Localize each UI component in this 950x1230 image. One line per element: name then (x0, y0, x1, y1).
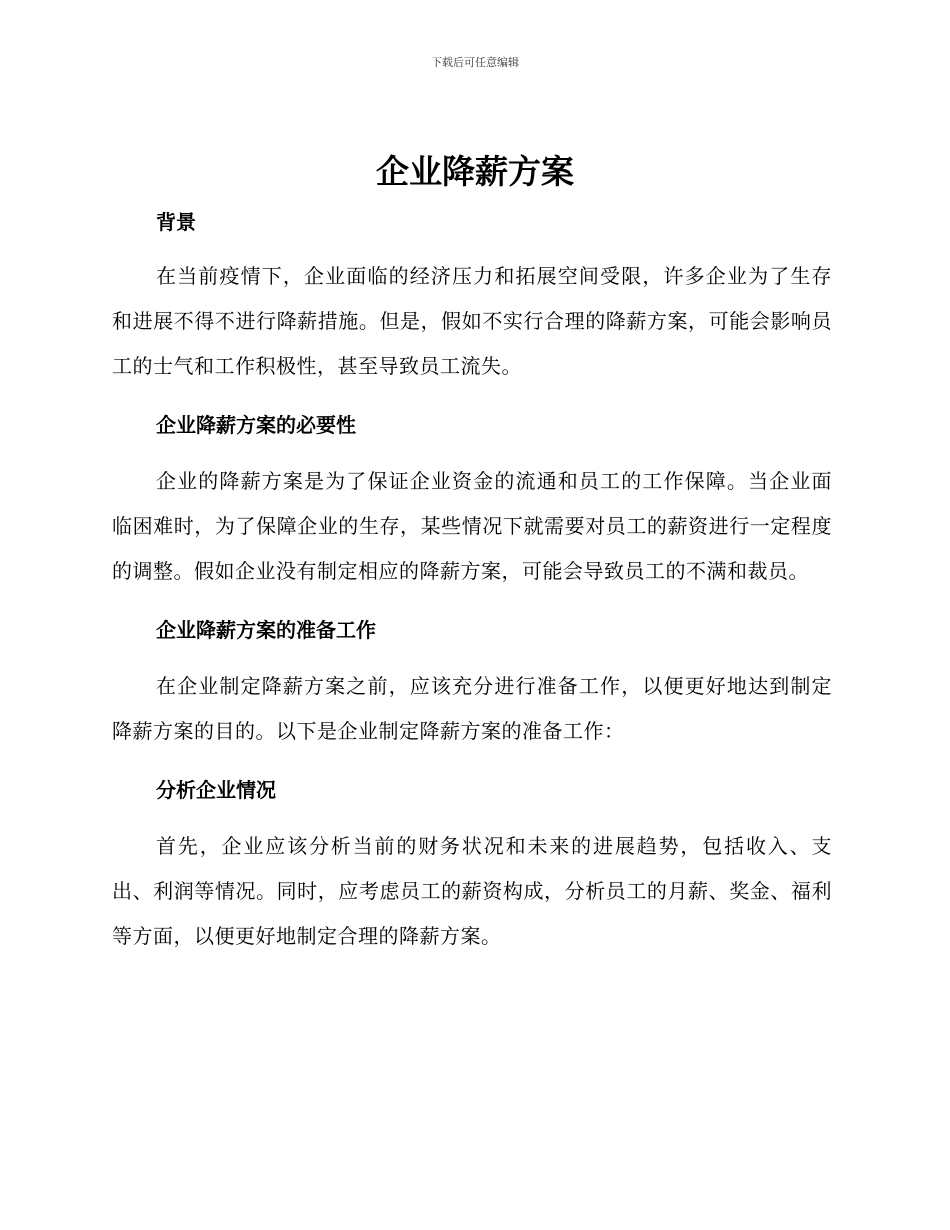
section-heading-background: 背景 (156, 210, 196, 234)
section-heading-analysis: 分析企业情况 (156, 778, 276, 802)
document-title: 企业降薪方案 (376, 152, 574, 191)
paragraph-background: 在当前疫情下，企业面临的经济压力和拓展空间受限，许多企业为了生存和进展不得不进行降薪措施。但是，假如不实行合理的降薪方案，可能会影响员工的士气和工作积极性，甚至导致员工流失。 (112, 264, 832, 378)
paragraph-analysis: 首先，企业应该分析当前的财务状况和未来的进展趋势，包括收入、支出、利润等情况。同时，应考虑员工的薪资构成，分析员工的月薪、奖金、福利等方面，以便更好地制定合理的降薪方案。 (112, 834, 832, 948)
page-header-note: 下载后可任意编辑 (431, 56, 519, 69)
paragraph-necessity: 企业的降薪方案是为了保证企业资金的流通和员工的工作保障。当企业面临困难时，为了保障企业的生存，某些情况下就需要对员工的薪资进行一定程度的调整。假如企业没有制定相应的降薪方案，可能会导致员工的不满和裁员。 (112, 469, 832, 583)
section-heading-preparation: 企业降薪方案的准备工作 (156, 618, 376, 642)
paragraph-preparation: 在企业制定降薪方案之前，应该充分进行准备工作，以便更好地达到制定降薪方案的目的。以下是企业制定降薪方案的准备工作： (112, 674, 832, 743)
document-body (112, 200, 832, 959)
section-heading-necessity: 企业降薪方案的必要性 (156, 413, 356, 437)
